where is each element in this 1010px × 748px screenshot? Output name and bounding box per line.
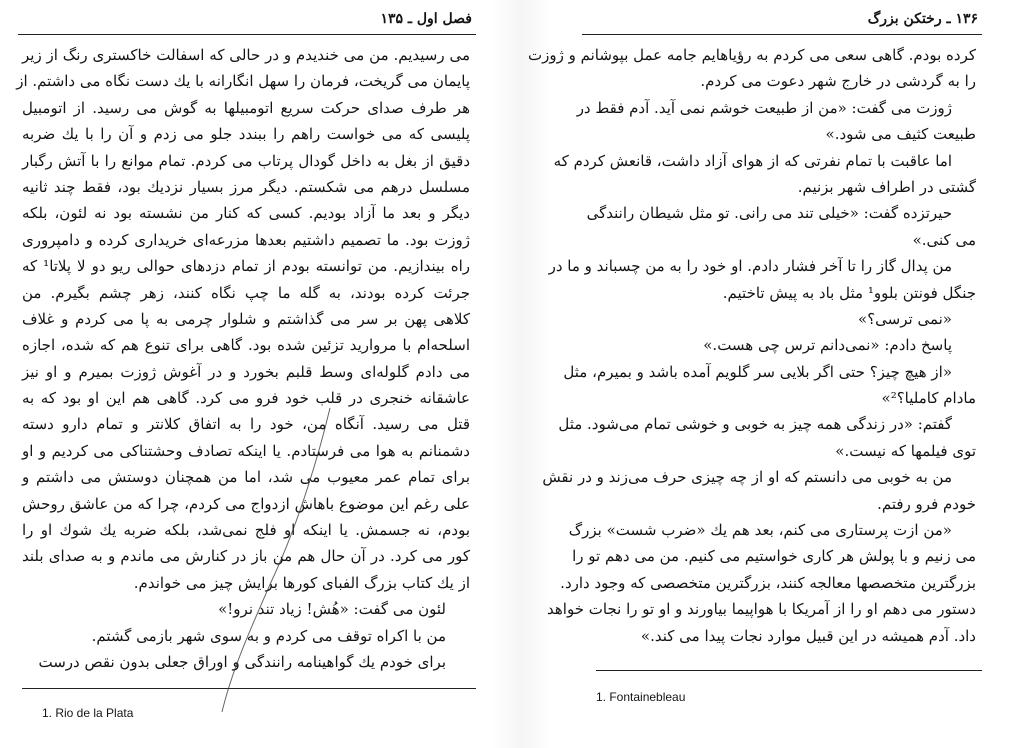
- text-line: عاشقانه خنجری در قلب خود فرو می کرد. گاهی هم این او بود که به: [22, 389, 470, 408]
- text-line: پلیسی که می خواست راهم را ببندد جلو می زدم و آن را با یك ضربه: [22, 125, 470, 144]
- text-line: راه بیندازیم. من توانسته بودم از تمام دزدهای حوالی ریو دو لا پلاتا¹ که: [22, 257, 470, 276]
- right-footnote-rule: [596, 670, 982, 671]
- right-page: [527, 0, 982, 748]
- text-line: داد. آدم همیشه در این قبیل موارد نجات پیدا می کند.»: [640, 626, 976, 645]
- right-footnote: 1. Fontainebleau: [596, 690, 686, 704]
- text-line: کور می کرد. در آن حال هم من باز در کنارش می ماندم و به صدای بلند: [22, 547, 470, 566]
- text-line: بزرگترین متخصصها معالجه کنند، بزرگترین متخصصی که وجود دارد.: [560, 573, 976, 592]
- text-line: ژوزت می گفت: «من از طبیعت خوشم نمی آید. آدم فقط در: [576, 98, 952, 117]
- text-line: دشمنانم به هوا می فرستادم. یا اینکه تصادف وحشتناکی می کردیم و او: [22, 441, 470, 460]
- text-line: علی رغم این موضوع باهاش ازدواج می کردم، چرا که من عاشق روحش: [22, 494, 470, 513]
- text-line: قتل می رسید. آنگاه من، خود را به اتفاق کلانتر و تمام دارو دسته: [22, 415, 470, 434]
- text-line: «من ازت پرستاری می کنم، بعد هم یك «ضرب شست» بزرگ: [568, 521, 952, 540]
- text-line: من با اکراه توقف می کردم و به سوی شهر بازمی گشتم.: [91, 626, 446, 645]
- text-line: گفتم: «در زندگی همه چیز به خوبی و خوشی تمام می‌شود. مثل: [558, 415, 952, 434]
- left-page-header: [18, 10, 476, 35]
- text-line: می کنی.»: [912, 230, 976, 249]
- text-line: کرده بودم. گاهی سعی می کردم به رؤیاهایم جامه عمل بپوشانم و ژوزت: [527, 46, 976, 64]
- text-line: می دادم گلوله‌ای وسط قلبم بخورد و در آغوش ژوزت بمیرم و او نیز: [22, 362, 470, 381]
- text-line: می زنیم و با پولش هر کاری خواستیم می کنیم. من می دهم تو را: [572, 547, 976, 566]
- left-page-running-title: فصل اول ـ ۱۳۵: [380, 11, 472, 27]
- text-line: را به گردشی در خارج شهر دعوت می کردم.: [700, 72, 976, 91]
- text-line: دستور می دهم او را از آمریکا با هواپیما بیاورند و او تو را نجات خواهد: [547, 600, 976, 619]
- text-line: از یك کتاب بزرگ الفبای کورها برایش چیز می خواندم.: [133, 573, 470, 592]
- text-line: من به خوبی می دانستم که او از چه چیزی حرف می‌زند و در نقش: [542, 468, 952, 487]
- text-line: بودم، نه جسمش. یا اینکه او فلج نمی‌شد، بلکه ضربه‌ یك شوك او را: [22, 521, 470, 540]
- text-line: پاسخ دادم: «نمی‌دانم ترس چی هست.»: [703, 336, 952, 355]
- text-line: جنگل فونتن بلوو¹ مثل باد به پیش تاختیم.: [722, 283, 976, 302]
- left-footnote: 1. Rio de la Plata: [42, 706, 134, 720]
- text-line: طبیعت کثیف می شود.»: [825, 125, 976, 144]
- text-line: ژوزت بود. ما تصمیم داشتیم بعدها مزرعه‌ای خریداری کرده و دامپروری: [22, 230, 470, 249]
- text-line: می رسیدیم. من می خندیدم و در حالی که اسفالت خاکستری رنگ از زیر: [22, 46, 470, 64]
- text-line: دیگر و بعد ما آزاد بودیم. کسی که کنار من نشسته بود نه لئون، بلکه: [22, 204, 470, 223]
- text-line: توی فیلمها که نیست.»: [835, 441, 976, 460]
- text-line: برای خودم یك گواهینامه رانندگی و اوراق جعلی بدون نقص درست: [38, 652, 446, 671]
- left-footnote-rule: [22, 688, 476, 689]
- book-gutter: [492, 0, 552, 748]
- right-page-header: [582, 10, 982, 35]
- text-line: مسلسل درهم می شکستم. دیگر مرز بسیار نزدیك بود، فقط چند ثانیه: [22, 177, 470, 196]
- text-line: کلاهی پهن بر سر می گذاشتم و شلوار چرمی به پا می کردم و غلاف: [22, 309, 470, 328]
- text-line: هر طرف صدای حرکت سریع اتومبیلها به گوش می رسید. از اتومبیل: [22, 98, 470, 117]
- text-line: پایمان می گریخت، فرمان را سهل انگارانه با یك دست نگاه می داشتم. از: [16, 72, 470, 91]
- right-page-running-title: ۱۳۶ ـ رختکن بزرگ: [867, 11, 978, 27]
- right-page-body: [527, 42, 976, 649]
- left-page-body: [16, 42, 470, 675]
- text-line: من پدال گاز را تا آخر فشار دادم. او خود را به من چسباند و ما در: [548, 257, 952, 276]
- left-page: [18, 0, 476, 748]
- text-line: «نمی ترسی؟»: [858, 309, 952, 328]
- text-line: حیرتزده گفت: «خیلی تند می رانی. تو مثل شیطان رانندگی: [586, 204, 952, 223]
- text-line: گشتی در اطراف شهر بزنیم.: [797, 177, 976, 196]
- text-line: خودم فرو رفتم.: [877, 494, 976, 513]
- text-line: دقیق از بغل به داخل گودال پرتاب می کردم. تمام موانع را با آتش رگبار: [22, 151, 470, 170]
- text-line: لئون می گفت: «هُش! زیاد تند نرو!»: [218, 600, 446, 619]
- text-line: اما عاقبت با تمام نفرتی که از هوای آزاد داشت، قانعش کردم که: [553, 151, 952, 170]
- text-line: «از هیچ چیز؟ حتی اگر بلایی سر گلویم آمده باشد و بمیرم، مثل: [563, 362, 952, 381]
- text-line: جرئت کرده بودند، به گله ما چپ نگاه کنند، زهر چشم بگیرم. من: [22, 283, 470, 302]
- text-line: برای تمام عمر معیوب می شد، اما من همچنان دوستش می داشتم و: [22, 468, 470, 487]
- text-line: اسلحه‌ام با مروارید تزئین شده بود. گاهی برای تنوع هم که شده، اجازه: [22, 336, 470, 355]
- text-line: مادام کاملیا؟²»: [881, 389, 976, 408]
